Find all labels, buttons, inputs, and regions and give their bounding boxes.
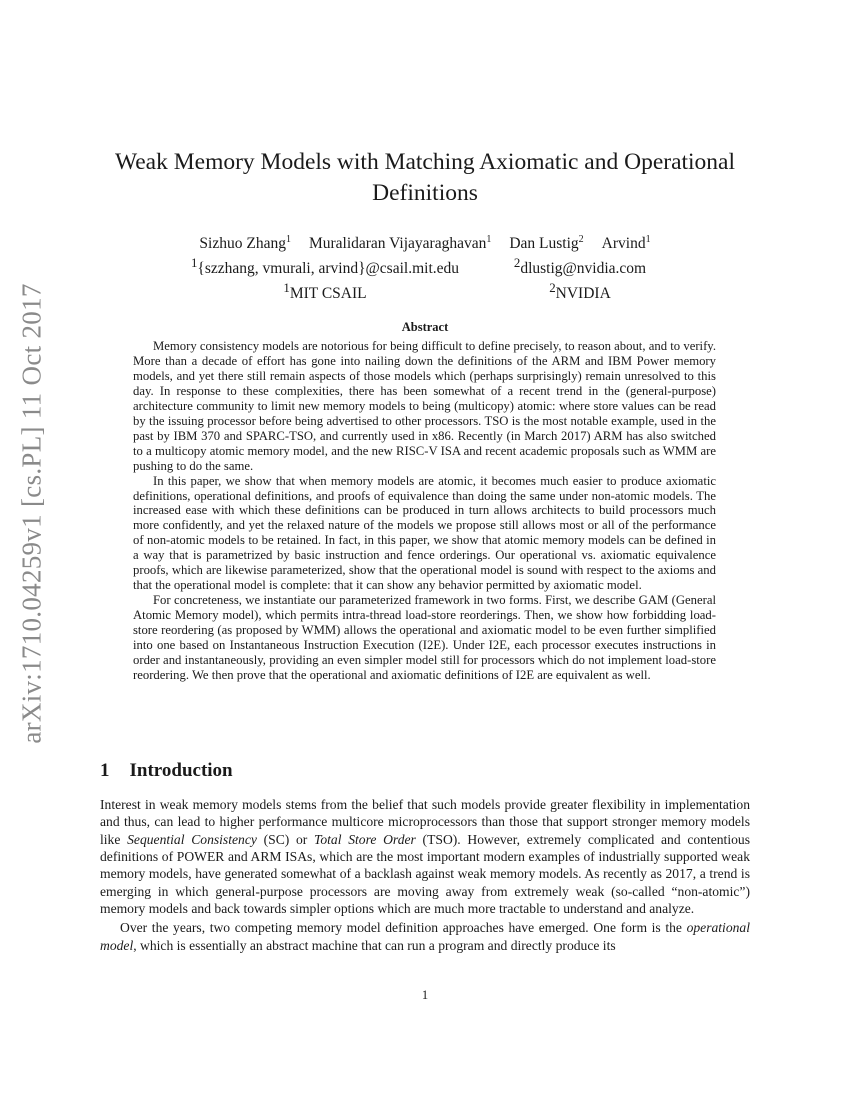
author-4: Arvind$^1$ <box>601 234 651 253</box>
author-2: Muralidaran Vijayaraghavan$^1$ <box>308 234 492 253</box>
affiliations-row <box>100 278 750 303</box>
author-1: Sizhuo Zhang$^1$ <box>199 234 291 253</box>
abstract-heading: Abstract <box>401 320 449 334</box>
page-number: 1 <box>421 988 429 1002</box>
abstract-body <box>133 339 716 683</box>
affiliation-mit: $^1$MIT CSAIL <box>283 280 367 303</box>
arxiv-identifier-stamp <box>12 268 52 758</box>
email-nvidia: $^2$dlustig@nvidia.com <box>513 255 647 278</box>
body-paragraph: Interest in weak memory models stems from the belief that such models provide greater flexibility in implementation and thus, can lead to higher performance multicore microprocessors than those that support stronger memory models like Sequential Consistency (SC) or Total Store Order (TSO). However, extremely complicated and contentious definitions of POWER and ARM ISAs, which are the most important modern examples of industrially supported weak memory models, have generated somewhat of a backlash against weak memory models. As recently as 2017, a trend is emerging in which general-purpose processors are moving away from extremely weak (so-called “non-atomic”) memory models and back towards simpler options which are much more tractable to understand and analyze. <box>100 797 750 917</box>
abstract-paragraph: Memory consistency models are notorious for being difficult to define precisely, to reason about, and to verify. More than a decade of effort has gone into nailing down the definitions of the ARM and IBM Power memory models, and yet there still remain aspects of those models which (perhaps surprisingly) remain unresolved to this day. In response to these complexities, there has been somewhat of a recent trend in the (general-purpose) architecture community to limit new memory models to being (multicopy) atomic: where store values can be read by the issuing processor before being advertised to other processors. TSO is the most notable example, used in the past by IBM 370 and SPARC-TSO, and currently used in x86. Recently (in March 2017) ARM has also switched to a multicopy atomic memory model, and the new RISC-V ISA and recent academic proposals such as WMM are pushing to do the same. <box>133 339 716 473</box>
email-mit: $^1${szzhang, vmurali, arvind}@csail.mit.edu <box>190 255 460 278</box>
paper-title: Weak Memory Models with Matching Axiomatic and Operational Definitions <box>114 149 736 206</box>
introduction-body <box>100 796 750 954</box>
affiliation-nvidia: $^2$NVIDIA <box>549 280 611 303</box>
body-paragraph: Over the years, two competing memory model definition approaches have emerged. One form is the operational model, which is essentially an abstract machine that can run a program and directly produce its <box>100 920 750 953</box>
section-number: 1 <box>100 760 110 781</box>
author-emails-row <box>100 253 750 278</box>
author-block <box>100 230 750 303</box>
author-3: Dan Lustig$^2$ <box>509 234 584 253</box>
arxiv-identifier-text: arXiv:1710.04259v1 [cs.PL] 11 Oct 2017 <box>16 282 47 744</box>
section-heading <box>100 760 233 782</box>
abstract-paragraph: In this paper, we show that when memory models are atomic, it becomes much easier to produce axiomatic definitions, operational definitions, and proofs of equivalence than doing the same under non-atomic models. The increased ease with which these definitions can be produced in turn allows architects to build processors much more confidently, and yet the relaxed nature of the models we propose still allows most or all of the performance of non-atomic models to be retained. In fact, in this paper, we show that atomic memory models can be defined in a way that is parametrized by basic instruction and fence orderings. Our operational vs. axiomatic equivalence proofs, which are likewise parameterized, show that the operational model is sound with respect to the axioms and that the operational model is complete: that it can show any behavior permitted by axiomatic model. <box>133 473 716 593</box>
abstract-paragraph: For concreteness, we instantiate our parameterized framework in two forms. First, we describe GAM (General Atomic Memory model), which permits intra-thread load-store reorderings. Then, we show how forbidding load-store reordering (as proposed by WMM) allows the operational and axiomatic model to be even further simplified into one based on Instantaneous Instruction Execution (I2E). Under I2E, each processor executes instructions in order and instantaneously, providing an even simpler model still for processors which do not implement load-store reordering. We then prove that the operational and axiomatic definitions of I2E are equivalent as well. <box>133 593 716 682</box>
section-title: Introduction <box>129 760 233 781</box>
author-names-row <box>100 230 750 253</box>
